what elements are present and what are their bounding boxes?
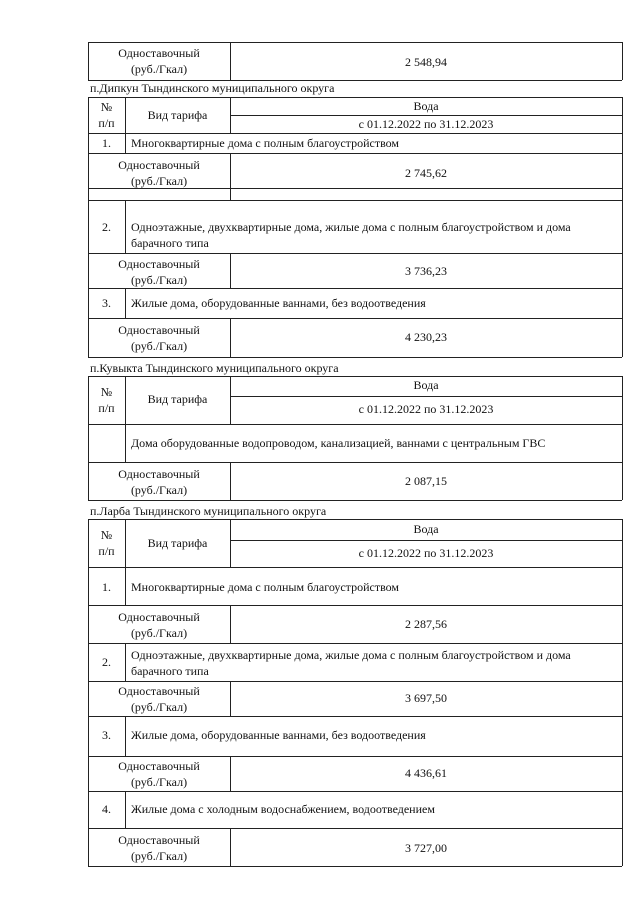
table-line xyxy=(88,756,622,757)
table-line xyxy=(88,318,622,319)
section-caption: п.Ларба Тындинского муниципального округа xyxy=(90,504,327,518)
row-description: Одноэтажные, двухквартирные дома, жилые дома с полным благоустройством и дома барачного типа xyxy=(131,648,571,678)
row-number: 3. xyxy=(102,728,111,742)
row-number: 1. xyxy=(102,580,111,594)
table-line xyxy=(88,288,622,289)
column-header-num: № п/п xyxy=(98,100,115,130)
table-line xyxy=(88,97,622,98)
table-line xyxy=(88,605,622,606)
table-line xyxy=(88,42,622,43)
row-number: 2. xyxy=(102,220,111,234)
row-number: 3. xyxy=(102,296,111,310)
table-line xyxy=(230,115,622,116)
table-line xyxy=(88,866,622,867)
column-header-num: № п/п xyxy=(98,528,115,558)
row-number: 1. xyxy=(102,136,111,150)
column-header-water: Вода xyxy=(413,378,439,392)
tariff-value: 3 727,00 xyxy=(405,841,447,855)
row-number: 2. xyxy=(102,655,111,669)
rate-label: Одноставочный (руб./Гкал) xyxy=(118,158,200,188)
table-line xyxy=(125,200,126,253)
table-line xyxy=(88,828,622,829)
row-description: Жилые дома с холодным водоснабжением, водоотведением xyxy=(131,802,435,816)
row-description: Дома оборудованные водопроводом, канализацией, ваннами с центральным ГВС xyxy=(131,436,546,450)
column-header-period: с 01.12.2022 по 31.12.2023 xyxy=(358,402,494,416)
section-caption: п.Кувыкта Тындинского муниципального округа xyxy=(90,361,339,375)
table-line xyxy=(230,540,622,541)
table-line xyxy=(125,133,126,153)
tariff-value: 3 697,50 xyxy=(405,691,447,705)
table-line xyxy=(622,97,623,357)
table-line xyxy=(230,396,622,397)
column-header-period: с 01.12.2022 по 31.12.2023 xyxy=(358,546,494,560)
rate-label: Одноставочный (руб./Гкал) xyxy=(118,833,200,863)
rate-label: Одноставочный (руб./Гкал) xyxy=(118,46,200,76)
rate-label: Одноставочный (руб./Гкал) xyxy=(118,759,200,789)
tariff-value: 4 230,23 xyxy=(405,330,447,344)
column-header-type: Вид тарифа xyxy=(147,536,208,550)
table-line xyxy=(88,200,622,201)
table-line xyxy=(125,791,126,828)
tariff-value: 2 745,62 xyxy=(405,166,447,180)
rate-label: Одноставочный (руб./Гкал) xyxy=(118,610,200,640)
row-description: Жилые дома, оборудованные ваннами, без водоотведения xyxy=(131,296,426,310)
table-line xyxy=(125,716,126,756)
table-line xyxy=(622,376,623,500)
row-description: Жилые дома, оборудованные ваннами, без водоотведения xyxy=(131,728,426,742)
table-line xyxy=(622,42,623,80)
table-line xyxy=(88,424,622,425)
table-line xyxy=(88,519,622,520)
row-description: Многоквартирные дома с полным благоустройством xyxy=(131,580,400,594)
row-number: 4. xyxy=(102,802,111,816)
table-line xyxy=(125,288,126,318)
table-line xyxy=(88,462,622,463)
rate-label: Одноставочный (руб./Гкал) xyxy=(118,323,200,353)
table-line xyxy=(125,424,126,462)
tariff-value: 3 736,23 xyxy=(405,264,447,278)
table-line xyxy=(88,133,622,134)
tariff-value: 2 287,56 xyxy=(405,617,447,631)
rate-label: Одноставочный (руб./Гкал) xyxy=(118,257,200,287)
table-line xyxy=(88,791,622,792)
row-description: Многоквартирные дома с полным благоустройством xyxy=(131,136,400,150)
section-caption: п.Дипкун Тындинского муниципального округа xyxy=(90,81,335,95)
column-header-water: Вода xyxy=(413,99,439,113)
table-line xyxy=(88,500,622,501)
row-description: Одноэтажные, двухквартирные дома, жилые дома с полным благоустройством и дома барачного типа xyxy=(131,220,571,250)
table-line xyxy=(88,567,622,568)
table-line xyxy=(88,716,622,717)
table-line xyxy=(88,253,622,254)
column-header-type: Вид тарифа xyxy=(147,108,208,122)
rate-label: Одноставочный (руб./Гкал) xyxy=(118,684,200,714)
table-line xyxy=(125,643,126,681)
table-line xyxy=(125,567,126,605)
table-line xyxy=(622,519,623,866)
table-line xyxy=(88,643,622,644)
column-header-period: с 01.12.2022 по 31.12.2023 xyxy=(358,117,494,131)
tariff-value: 2 548,94 xyxy=(405,55,447,69)
column-header-num: № п/п xyxy=(98,385,115,415)
table-line xyxy=(88,681,622,682)
table-line xyxy=(88,357,622,358)
tariff-value: 4 436,61 xyxy=(405,766,447,780)
column-header-type: Вид тарифа xyxy=(147,392,208,406)
rate-label: Одноставочный (руб./Гкал) xyxy=(118,467,200,497)
table-line xyxy=(88,153,622,154)
tariff-value: 2 087,15 xyxy=(405,474,447,488)
column-header-water: Вода xyxy=(413,522,439,536)
table-line xyxy=(88,376,622,377)
